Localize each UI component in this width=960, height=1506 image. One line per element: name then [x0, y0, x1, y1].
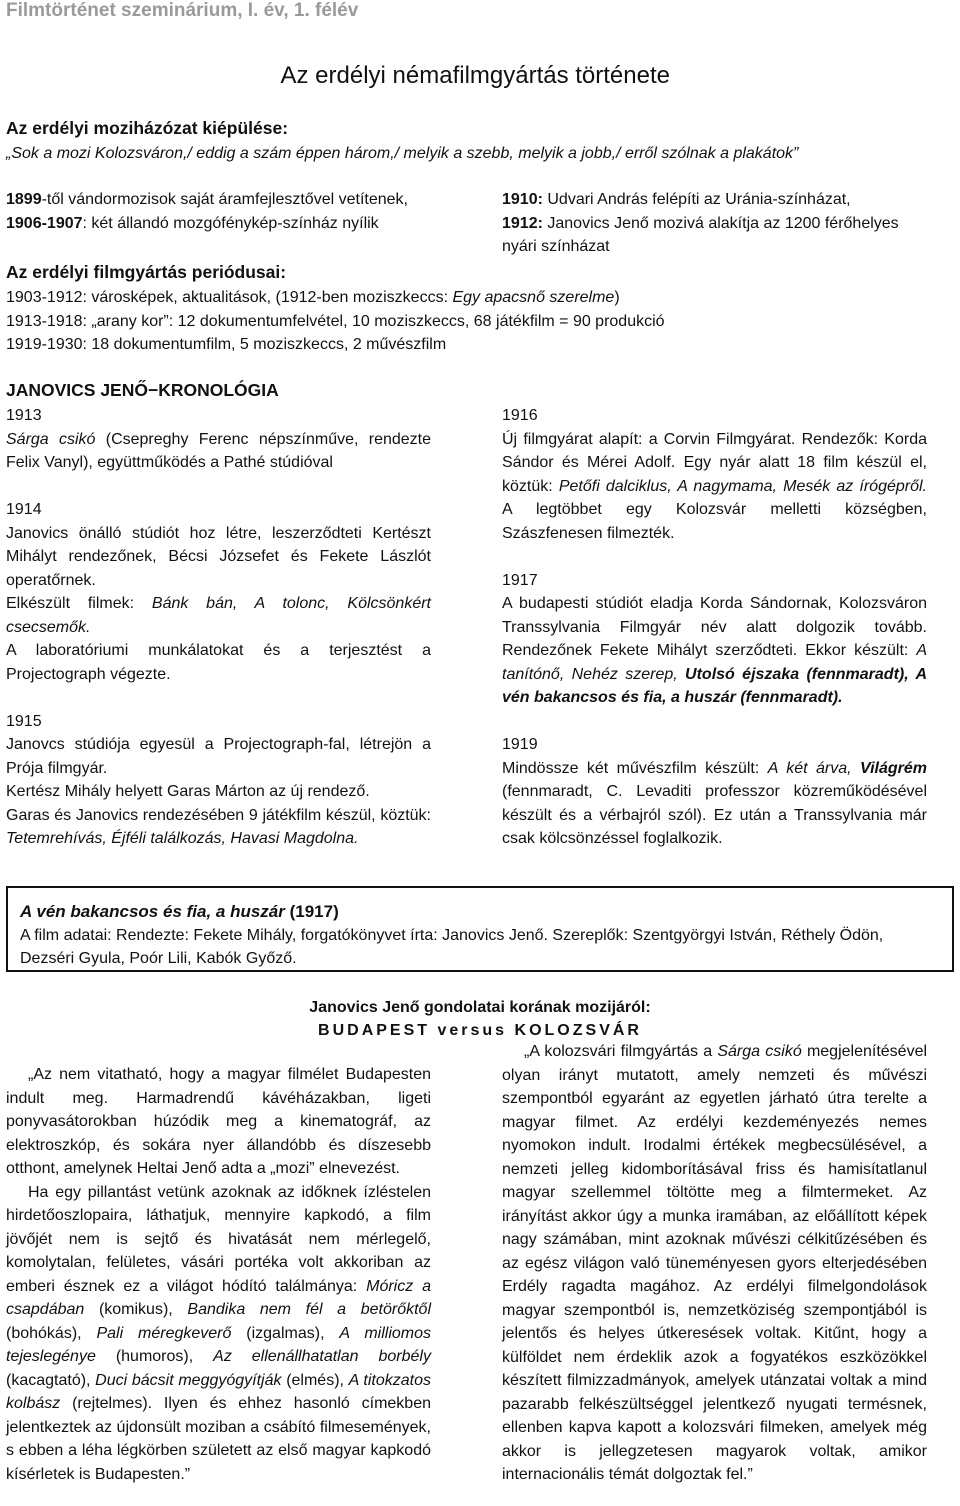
essay-left	[6, 1063, 431, 1486]
essay-heading-line2: BUDAPEST versus KOLOZSVÁR	[318, 1022, 642, 1039]
year-1917: 1917	[502, 571, 538, 589]
text-1914b: Elkészült filmek: Bánk bán, A tolonc, Kölcsönkért csecsemők.	[6, 595, 431, 636]
film-info-box	[6, 886, 954, 972]
cinemas-right-line1: 1910: Udvari András felépíti az Uránia-színházat,	[502, 191, 851, 208]
periods-list	[6, 286, 946, 357]
page-title-text: Az erdélyi némafilmgyártás története	[280, 62, 670, 89]
page-header: Filmtörténet szeminárium, I. év, 1. félév	[6, 0, 359, 21]
year-1919: 1919	[502, 736, 538, 753]
film-box-title: A vén bakancsos és fia, a huszár (1917)	[20, 902, 339, 921]
essay-left-p2: Ha egy pillantást vetünk azoknak az időknek ízléstelen hirdetőoszlopaira, láthatjuk, mennyire kapkodó, a film jövőjét nem is sejtő és hivatását nem mérlegelő, komolytalan, felületes, vásári portéka volt akkoriban az emberi észnek ez a világot hódító találmánya: Móricz a csapdában (komikus), Bandika nem fél a betörőktől (bohókás), Pali méregkeverő (izgalmas), A milliomos tejeslegénye (humoros), Az ellenállhatatlan borbély (kacagtató), Duci bácsit meggyógyítják (elmés), A titokzatos kolbász (rejtelmes). Ilyen és ehhez hasonló címekben jelentkeztek az újdonsült moziban a csábító filmesemények, s ebben a léha légkörben született az első magyar kapkodó kísérletek is Budapesten.”	[6, 1183, 432, 1483]
text-1919: Mindössze két művészfilm készült: A két árva, Világrém (fennmaradt, C. Levaditi professzor közreműködésével készült és a vérbajról szól). Ez után a Transsylvania már csak kölcsönzéssel foglalkozik.	[502, 759, 928, 847]
cinemas-right	[502, 188, 942, 259]
period-2: 1913-1918: „arany kor”: 12 dokumentumfelvétel, 10 moziszkeccs, 68 játékfilm = 90 produkció	[6, 312, 665, 330]
text-1915a: Janovcs stúdiója egyesül a Projectograph-fal, létrejön a Prója filmgyár.	[6, 736, 431, 777]
year-1916: 1916	[502, 407, 538, 424]
text-1914a: Janovics önálló stúdiót hoz létre, leszerződteti Kertészt Mihályt rendezőnek, Bécsi Józsefet és Fekete Lászlót operatőrnek.	[6, 524, 431, 589]
page-title	[0, 62, 960, 90]
cinemas-left-line1: 1899-től vándormozisok saját áramfejlesztővel vetítenek,	[6, 191, 408, 208]
text-1914c: A laboratóriumi munkálatokat és a terjesztést a Projectograph végezte.	[6, 642, 431, 683]
year-1914: 1914	[6, 501, 42, 518]
essay-left-p1: „Az nem vitatható, hogy a magyar filmélet Budapesten indult meg. Harmadrendű kávéházakban, ligeti ponyvasátorokban húzódik meg a kinematográf, az elektroszkóp, és sokára nyer állandóbb és díszesebb otthont, amelynek Heltai Jenő adta a „mozi” elnevezést.	[6, 1066, 431, 1177]
chronology-heading: JANOVICS JENŐ−KRONOLÓGIA	[6, 380, 279, 400]
essay-right	[502, 1040, 927, 1487]
essay-right-p1: „A kolozsvári filmgyártás a Sárga csikó megjelenítésével olyan irányt mutatott, amely nemzeti és művészi szempontból egyaránt az egyetlen járható útra terelte a magyar filmet. Az erdélyi kezdeményezés nemes nyomokon indult. Irodalmi értékek megbecsülésével, a nemzeti jelleg kidomborításával friss és hamisítatlanul magyar szellemmel töltötte meg a filmtermeket. Az irányítást akkor úgy a munka iramában, az előállított képek nagy számában, mint azoknak művészi célkitűzésében és az egész világon való tüneményesen gyors elterjedésében Erdély ragadta magához. Az erdélyi filmelgondolások magyar szempontból is, nemzetköziség szempontjából is jelentős és helyes útkeresések voltak. Kitűnt, hogy a külföldet nem érdeklik azok a fogyatékos eszközökkel készített filmizzadmányok, amelyek utánzatai voltak a mind pazarabb felkészültséggel jelentkező nyugati termésnek, ellenben kapva kapott a kolozsvári filmeken, amelyek még akkor is jellegzetesen magyarok voltak, amikor internacionális témát dolgoztak fel.”	[502, 1043, 928, 1483]
text-1915b: Kertész Mihály helyett Garas Márton az új rendező.	[6, 783, 370, 800]
period-1: 1903-1912: városképek, aktualitások, (1912-ben moziszkeccs: Egy apacsnő szerelme)	[6, 289, 620, 306]
essay-heading-line1: Janovics Jenő gondolatai korának mozijáról:	[309, 999, 651, 1016]
essay-heading	[0, 996, 960, 1042]
chronology-right	[502, 404, 927, 851]
year-1915: 1915	[6, 712, 42, 730]
section-heading-periods: Az erdélyi filmgyártás periódusai:	[6, 262, 287, 282]
poster-quote: „Sok a mozi Kolozsváron,/ eddig a szám éppen három,/ melyik a szebb, melyik a jobb,/ erről szólnak a plakátok”	[6, 145, 799, 162]
cinemas-left-line2: 1906-1907: két állandó mozgófénykép-színház nyílik	[6, 214, 379, 232]
year-1913: 1913	[6, 407, 42, 424]
section-heading-cinemas: Az erdélyi moziházózat kiépülése:	[6, 118, 289, 138]
chronology-left	[6, 404, 431, 851]
text-1915c: Garas és Janovics rendezésében 9 játékfilm készül, köztük: Tetemrehívás, Éjféli találkozás, Havasi Magdolna.	[6, 806, 431, 847]
cinemas-right-line2: 1912: Janovics Jenő mozivá alakítja az 1200 férőhelyes	[502, 214, 899, 232]
period-3: 1919-1930: 18 dokumentumfilm, 5 moziszkeccs, 2 művészfilm	[6, 336, 447, 353]
film-box-text: A film adatai: Rendezte: Fekete Mihály, forgatókönyvet írta: Janovics Jenő. Szereplők: Szentgyörgyi István, Réthely Ödön, Dezséri Gyula, Poór Lili, Kabók Győző.	[20, 926, 884, 967]
text-1913: Sárga csikó (Csepreghy Ferenc népszínműve, rendezte Felix Vanyl), együttműködés a Pathé stúdióval	[6, 430, 432, 471]
cinemas-right-line3: nyári színházat	[502, 238, 610, 255]
text-1917: A budapesti stúdiót eladja Korda Sándornak, Kolozsváron Transsylvania Filmgyár név alatt dolgozik tovább. Rendezőnek Fekete Mihályt szerződteti. Ekkor készült: A tanítónő, Nehéz szerep, Utolsó éjszaka (fennmaradt), A vén bakancsos és fia, a huszár (fennmaradt).	[502, 595, 927, 706]
cinemas-left	[6, 188, 476, 235]
text-1916: Új filmgyárat alapít: a Corvin Filmgyárat. Rendezők: Korda Sándor és Mérei Adolf. Egy nyár alatt 18 film készül el, köztük: Petőfi dalciklus, A nagymama, Mesék az írógépről. A legtöbbet egy Kolozsvár melletti községben, Szászfenesen filmezték.	[502, 430, 927, 542]
